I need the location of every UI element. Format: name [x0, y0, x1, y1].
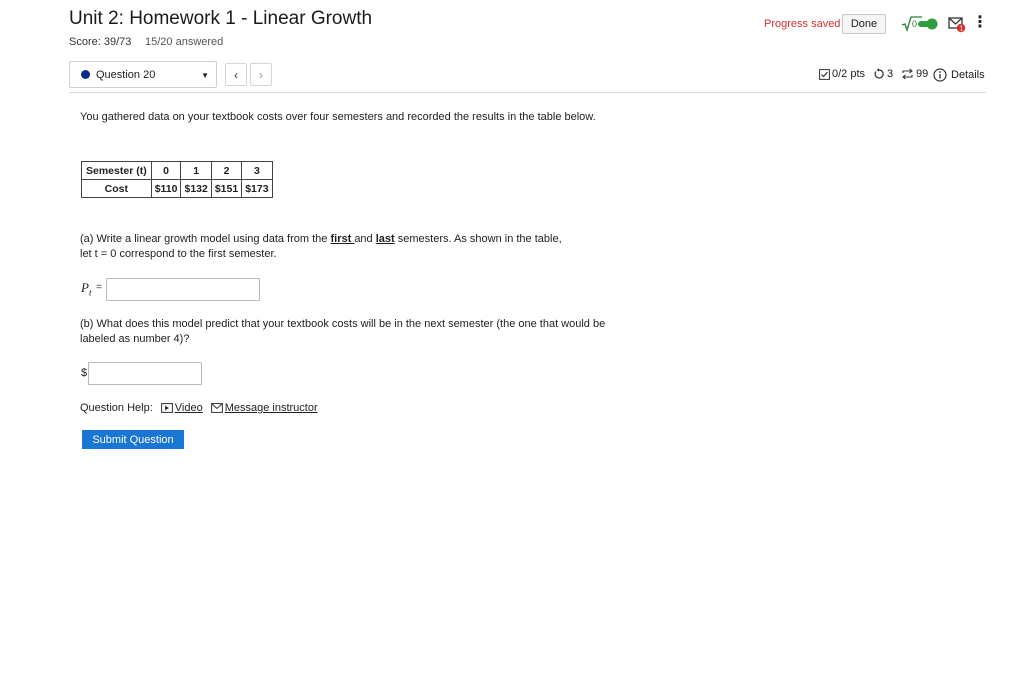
data-table [81, 161, 273, 198]
table-cell: 3 [242, 162, 272, 180]
retries-indicator [873, 68, 893, 80]
table-cell: 0 [151, 162, 181, 180]
chevron-down-icon: ▼ [201, 71, 209, 80]
video-link[interactable] [161, 402, 203, 414]
answered-count: 15/20 answered [145, 36, 224, 48]
sqrt-toggle-icon[interactable] [901, 14, 939, 34]
next-question-button[interactable]: › [250, 63, 272, 86]
score-text: Score: 39/73 [69, 36, 132, 48]
table-cell: 2 [211, 162, 241, 180]
previous-question-button[interactable]: ‹ [225, 63, 247, 86]
points-text: 0/2 pts [832, 68, 866, 80]
part-a-text: (a) Write a linear growth model using data from the [80, 233, 331, 245]
emphasis-first: first [330, 233, 355, 245]
question-select-label: Question 20 [96, 68, 156, 81]
dollar-sign: $ [81, 367, 88, 379]
part-b-prompt: (b) What does this model predict that your textbook costs will be in the next semester (the one that would be labeled as number 4)? [80, 318, 606, 345]
question-intro: You gathered data on your textbook costs over four semesters and recorded the results in the table below. [80, 111, 596, 123]
table-cell: $173 [242, 180, 272, 198]
attempts-indicator [901, 68, 928, 80]
cost-answer-input[interactable] [88, 362, 202, 385]
video-icon [161, 403, 173, 413]
progress-status: Progress saved [764, 18, 841, 30]
emphasis-last: last [375, 233, 395, 245]
svg-text:0: 0 [912, 19, 918, 29]
details-label: Details [951, 69, 985, 81]
table-cell: 1 [181, 162, 211, 180]
message-label: Message instructor [224, 402, 318, 414]
retries-count: 3 [887, 68, 894, 80]
assignment-title: Unit 2: Homework 1 - Linear Growth [69, 8, 373, 29]
submit-question-button[interactable]: Submit Question [82, 430, 184, 449]
pt-equals: = [96, 282, 102, 293]
message-instructor-link[interactable] [211, 402, 318, 414]
pt-label: $P_t$ [81, 280, 92, 298]
attempts-icon [901, 68, 914, 80]
mail-badge: 1 [959, 25, 964, 33]
retry-icon [873, 68, 885, 80]
question-status-dot [81, 70, 90, 79]
table-cell: Semester (t) [82, 162, 152, 180]
divider [69, 92, 986, 93]
table-row [82, 180, 273, 198]
table-row [82, 162, 273, 180]
help-label: Question Help: [80, 402, 153, 414]
mail-icon [211, 403, 223, 413]
more-options-icon[interactable]: ⋮ [972, 14, 988, 31]
points-indicator [819, 68, 865, 80]
video-label: Video [174, 402, 203, 414]
table-cell: $151 [211, 180, 241, 198]
table-cell: $110 [151, 180, 181, 198]
pt-answer-input[interactable] [106, 278, 260, 301]
table-cell: Cost [82, 180, 152, 198]
part-a-line2: let t = 0 correspond to the first semester. [80, 248, 277, 260]
done-button[interactable]: Done [842, 14, 886, 34]
attempts-count: 99 [916, 68, 929, 80]
part-a-suffix: semesters. As shown in the table, [394, 233, 562, 245]
question-help [80, 402, 318, 414]
info-icon [933, 68, 947, 82]
table-cell: $132 [181, 180, 211, 198]
part-a-prompt [80, 232, 640, 262]
mail-icon[interactable] [948, 15, 966, 33]
part-a-and: and [354, 233, 376, 245]
checkbox-icon [819, 69, 830, 80]
details-button[interactable] [933, 68, 985, 82]
question-select[interactable] [69, 61, 217, 88]
